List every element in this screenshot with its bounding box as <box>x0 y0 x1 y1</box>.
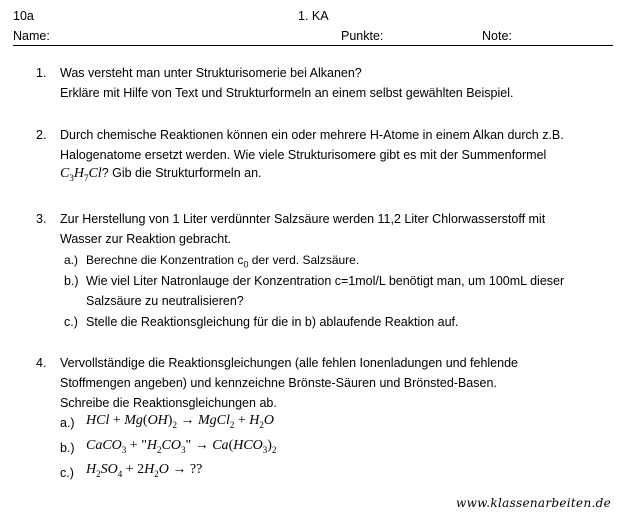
question-4-line-3: Schreibe die Reaktionsgleichungen ab. <box>60 396 277 410</box>
question-3a-text <box>86 253 359 269</box>
question-3b-text: Wie viel Liter Natronlauge der Konzentration c=1mol/L benötigt man, um 100mL dieser <box>86 274 565 288</box>
question-2-line-2: Halogenatome ersetzt werden. Wie viele Strukturisomere gibt es mit der Summenformel <box>60 148 547 162</box>
question-4c-label: c.) <box>60 466 74 480</box>
question-4-line-1: Vervollständige die Reaktionsgleichungen (alle fehlen Ionenladungen und fehlende <box>60 356 518 370</box>
question-2-line-3-text: ? Gib die Strukturformeln an. <box>101 166 262 180</box>
equation-4c: $H_2SO_4 + 2H_2O$ → ?? <box>86 462 203 479</box>
question-4-line-2: Stoffmengen angeben) und kennzeichne Brönste-Säuren und Brönsted-Basen. <box>60 376 497 390</box>
question-3a-text-pre: Berechne die Konzentration c <box>86 253 244 267</box>
question-3-number: 3. <box>36 212 47 226</box>
points-label: Punkte: <box>341 29 384 43</box>
question-3b-text-2: Salzsäure zu neutralisieren? <box>86 294 244 308</box>
question-2-line-1: Durch chemische Reaktionen können ein oder mehrere H-Atome in einem Alkan durch z.B. <box>60 128 564 142</box>
formula-c3h7cl: $C_3H_7Cl$ <box>60 166 102 183</box>
header-divider <box>13 45 613 46</box>
class-label: 10a <box>13 9 34 23</box>
question-3a-label: a.) <box>64 253 79 267</box>
footer-website: www.klassenarbeiten.de <box>456 496 611 510</box>
question-2-line-3 <box>60 166 262 183</box>
grade-label: Note: <box>482 29 512 43</box>
question-4-number: 4. <box>36 356 47 370</box>
exam-title: 1. KA <box>298 9 329 23</box>
question-3c-label: c.) <box>64 315 78 329</box>
question-1-line-2: Erkläre mit Hilfe von Text und Strukturformeln an einem selbst gewählten Beispiel. <box>60 86 514 100</box>
question-3c-text: Stelle die Reaktionsgleichung für die in b) ablaufende Reaktion auf. <box>86 315 459 329</box>
question-2-number: 2. <box>36 128 47 142</box>
question-3-line-1: Zur Herstellung von 1 Liter verdünnter Salzsäure werden 11,2 Liter Chlorwasserstoff mit <box>60 212 546 226</box>
question-4a-label: a.) <box>60 416 75 430</box>
question-1-number: 1. <box>36 66 47 80</box>
equation-4b: CaCO$_3$ + "$H_2CO_3$" → $Ca(HCO_3)_2$ <box>86 438 277 455</box>
question-4b-label: b.) <box>60 441 75 455</box>
question-3a-text-post: der verd. Salzsäure. <box>248 253 360 267</box>
name-label: Name: <box>13 29 50 43</box>
question-3b-label: b.) <box>64 274 79 288</box>
question-1-line-1: Was versteht man unter Strukturisomerie bei Alkanen? <box>60 66 362 80</box>
equation-4a: HCl + $Mg(OH)_2$ → MgCl$_2$ + $H_2O$ <box>86 413 275 430</box>
question-3a-subscript: 0 <box>243 259 249 270</box>
question-3-line-2: Wasser zur Reaktion gebracht. <box>60 232 232 246</box>
